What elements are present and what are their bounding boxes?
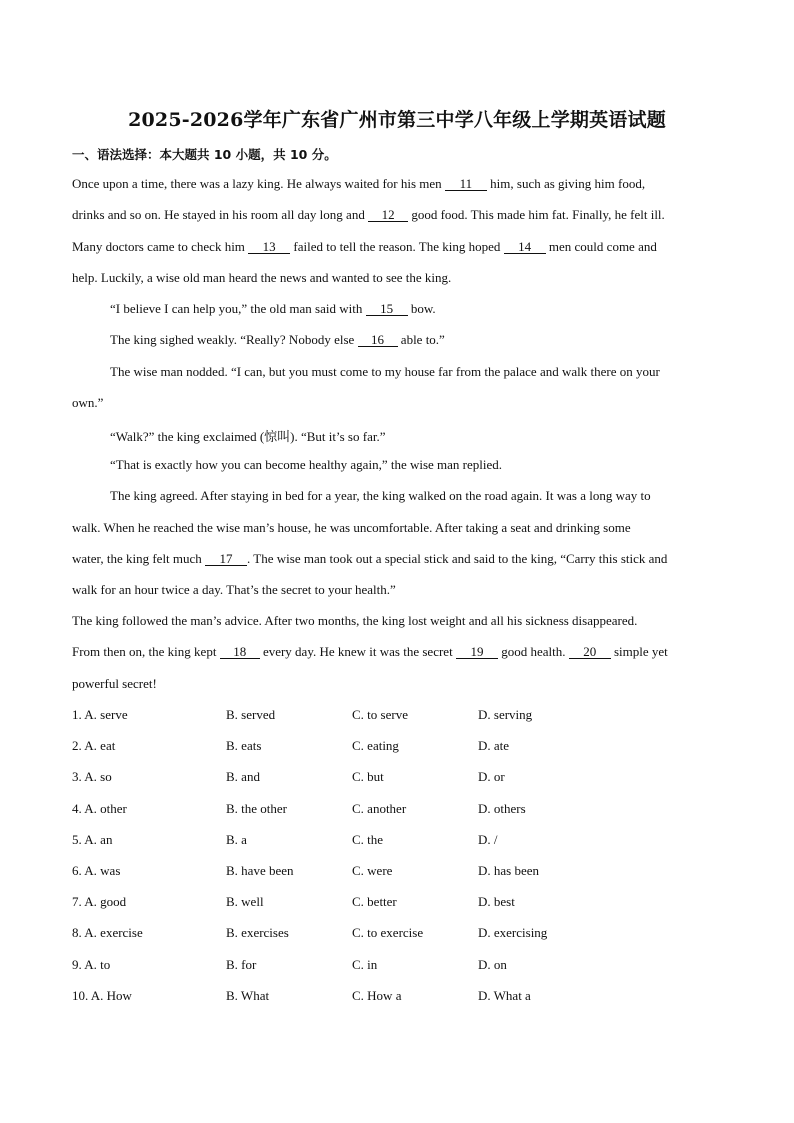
passage-text: . The wise man took out a special stick and said to the king, “Carry this stick and [247,551,668,566]
passage-text: “I believe I can help you,” the old man said with [110,301,366,316]
option-d: D. has been [478,863,540,878]
option-c: C. another [352,800,407,816]
passage-text: good health. [497,644,569,659]
passage-line: The wise man nodded. “I can, but you must come to my house far from the palace and walk there on your [110,364,660,379]
blank-11: 11 [445,177,487,191]
option-b: B. well [226,894,264,910]
passage-line: The king agreed. After staying in bed for a year, the king walked on the road again. It was a long way to [110,488,651,503]
passage-line [72,207,665,223]
passage-line [72,176,645,192]
option-c: C. the [352,831,384,847]
question-10-options [72,988,722,1008]
passage-line [72,239,657,255]
option-a: 10. A. How [72,987,132,1003]
option-a: 5. A. an [72,831,113,847]
passage-text: The king sighed weakly. “Really? Nobody else [110,332,358,347]
option-b: B. What [226,987,270,1003]
option-a: 3. A. so [72,769,112,785]
blank-17: 17 [205,552,247,566]
option-a: 1. A. serve [72,707,128,722]
passage-line [72,551,667,567]
option-d: D. or [478,769,505,785]
option-a: 6. A. was [72,863,121,878]
option-d: D. What a [478,987,531,1003]
passage-text: able to.” [397,332,445,347]
option-d: D. / [478,831,498,847]
option-b: B. a [226,831,247,847]
blank-19: 19 [456,645,498,659]
passage-line [72,644,668,660]
blank-12: 12 [368,208,408,222]
passage-text: bow. [407,301,436,316]
option-d: D. exercising [478,925,548,941]
passage-text: simple yet [610,644,668,659]
option-d: D. serving [478,707,533,722]
passage-line: walk. When he reached the wise man’s house, he was uncomfortable. After taking a seat and drinking some [72,520,631,535]
option-c: C. eating [352,738,399,754]
passage-line: walk for an hour twice a day. That’s the secret to your health.” [72,582,396,597]
option-c: C. in [352,956,378,972]
option-b: B. served [226,707,276,722]
option-a: 8. A. exercise [72,925,143,941]
option-d: D. best [478,894,515,910]
section-heading: 一、语法选择：本大题共 10 小题，共 10 分。 [72,147,337,162]
blank-15: 15 [366,302,408,316]
option-a: 2. A. eat [72,738,116,754]
question-7-options [72,894,722,914]
passage-line [110,332,445,348]
option-c: C. to serve [352,707,408,722]
passage-text: good food. This made him fat. Finally, he felt ill. [408,207,665,222]
option-a: 4. A. other [72,800,127,816]
option-c: C. were [352,863,393,878]
blank-18: 18 [220,645,260,659]
question-2-options [72,738,722,758]
passage-line: The king followed the man’s advice. After two months, the king lost weight and all his sickness disappeared. [72,613,638,628]
option-a: 9. A. to [72,956,111,972]
option-b: B. the other [226,800,288,816]
question-3-options [72,769,722,789]
option-c: C. better [352,894,397,910]
passage-line: “That is exactly how you can become healthy again,” the wise man replied. [110,457,503,472]
page-title: 2025-2026学年广东省广州市第三中学八年级上学期英语试题 [128,109,666,131]
blank-20: 20 [569,645,611,659]
question-1-options [72,707,722,727]
passage-text: him, such as giving him food, [486,176,646,191]
question-4-options [72,801,722,821]
option-d: D. on [478,956,507,972]
passage-text: drinks and so on. He stayed in his room all day long and [72,207,369,222]
passage-text: failed to tell the reason. The king hoped [290,239,504,254]
blank-14: 14 [504,240,546,254]
passage-text: water, the king felt much [72,551,206,566]
option-c: C. to exercise [352,925,424,941]
option-b: B. exercises [226,925,289,941]
question-8-options [72,925,722,945]
option-b: B. eats [226,738,262,754]
option-d: D. others [478,800,526,816]
passage-line: help. Luckily, a wise old man heard the news and wanted to see the king. [72,270,452,285]
option-c: C. How a [352,987,402,1003]
passage-line [110,301,436,317]
passage-text: every day. He knew it was the secret [259,644,456,659]
blank-16: 16 [358,333,398,347]
option-b: B. and [226,769,260,785]
option-b: B. have been [226,863,294,878]
passage-text: Many doctors came to check him [72,239,249,254]
question-9-options [72,957,722,977]
passage-line: powerful secret! [72,676,157,691]
option-c: C. but [352,769,384,785]
question-6-options [72,863,722,883]
question-5-options [72,832,722,852]
passage-text: From then on, the king kept [72,644,220,659]
passage-text: men could come and [545,239,657,254]
passage-line: “Walk?” the king exclaimed (惊叫). “But it’s so far.” [110,429,386,444]
blank-13: 13 [248,240,290,254]
passage-line: own.” [72,395,104,410]
passage-text: Once upon a time, there was a lazy king. He always waited for his men [72,176,445,191]
option-a: 7. A. good [72,894,127,910]
option-d: D. ate [478,738,510,754]
option-b: B. for [226,956,257,972]
